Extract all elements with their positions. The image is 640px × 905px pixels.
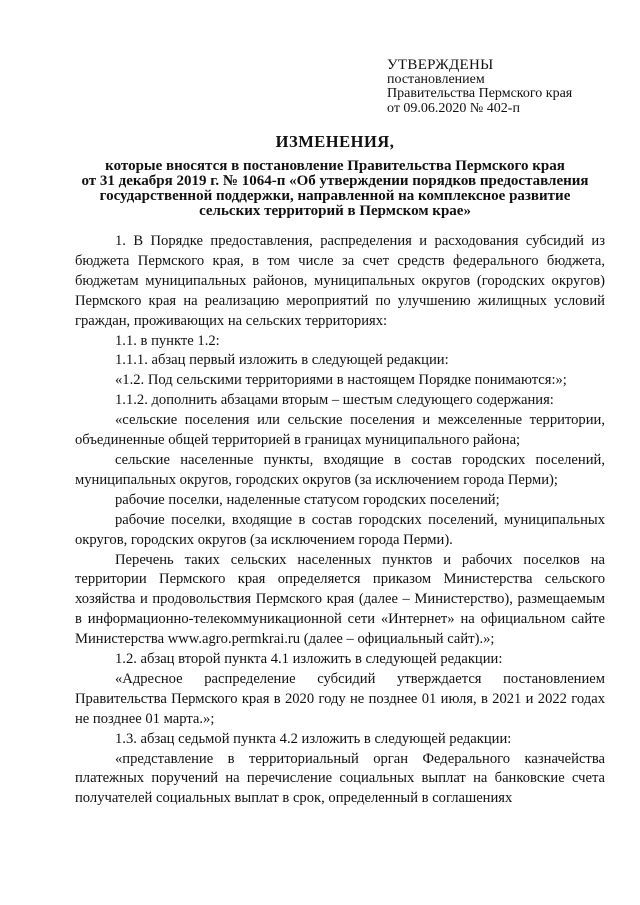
approval-heading: УТВЕРЖДЕНЫ: [387, 57, 494, 73]
title-main: ИЗМЕНЕНИЯ,: [275, 132, 395, 151]
title-line: от 31 декабря 2019 г. № 1064-п «Об утверждении порядков предоставления: [81, 173, 589, 189]
document-title: [70, 134, 600, 219]
body-paragraph: сельские населенные пункты, входящие в состав городских поселений, муниципальных округов, городских округов (за исключением города Перми);: [75, 451, 605, 488]
approval-line: Правительства Пермского края: [387, 86, 573, 101]
body-paragraph: «1.2. Под сельскими территориями в настоящем Порядке понимаются:»;: [115, 372, 567, 389]
body-paragraph: 1.1. в пункте 1.2:: [115, 332, 220, 349]
title-line: государственной поддержки, направленной на комплексное развитие: [99, 188, 571, 204]
body-paragraph: 1.3. абзац седьмой пункта 4.2 изложить в следующей редакции:: [115, 730, 512, 747]
approval-stamp: [387, 58, 627, 116]
body-paragraph: «представление в территориальный орган Федерального казначейства платежных поручений на перечисление социальных выплат на банковские счета получателей социальных выплат в срок, определенный в соглашениях: [75, 750, 605, 807]
body-paragraph: рабочие поселки, входящие в состав городских поселений, муниципальных округов, городских округов (за исключением города Перми).: [75, 511, 605, 548]
body-paragraph: Перечень таких сельских населенных пунктов и рабочих поселков на территории Пермского края определяется приказом Министерства сельского хозяйства и продовольствия Пермского края (далее – Министерство), размещаемым в информационно-телекоммуникационной сети «Интернет» на официальном сайте Министерства www.agro.permkrai.ru (далее – официальный сайт).»;: [75, 551, 605, 648]
title-line: которые вносятся в постановление Правительства Пермского края: [105, 158, 565, 174]
body-paragraph: «Адресное распределение субсидий утверждается постановлением Правительства Пермского края в 2020 году не позднее 01 июля, в 2021 и 2022 годах не позднее 01 марта.»;: [75, 670, 605, 727]
approval-date: от 09.06.2020 № 402-п: [387, 100, 520, 116]
body-paragraph: рабочие поселки, наделенные статусом городских поселений;: [115, 491, 500, 508]
body-paragraph: 1.1.1. абзац первый изложить в следующей редакции:: [115, 352, 449, 369]
body-paragraph: 1.1.2. дополнить абзацами вторым – шестым следующего содержания:: [115, 392, 554, 409]
document-body: [75, 232, 605, 809]
body-paragraph: «сельские поселения или сельские поселения и межселенные территории, объединенные общей территорией в границах муниципального района;: [75, 412, 605, 449]
body-paragraph: 1.2. абзац второй пункта 4.1 изложить в следующей редакции:: [115, 651, 503, 668]
title-line: сельских территорий в Пермском крае»: [199, 203, 471, 219]
body-paragraph: 1. В Порядке предоставления, распределения и расходования субсидий из бюджета Пермского края, в том числе за счет средств федерального бюджета, бюджетам муниципальных районов, муниципальных округов (городских округов) Пермского края на реализацию мероприятий по улучшению жилищных условий граждан, проживающих на сельских территориях:: [75, 233, 605, 329]
approval-line: постановлением: [387, 71, 485, 87]
